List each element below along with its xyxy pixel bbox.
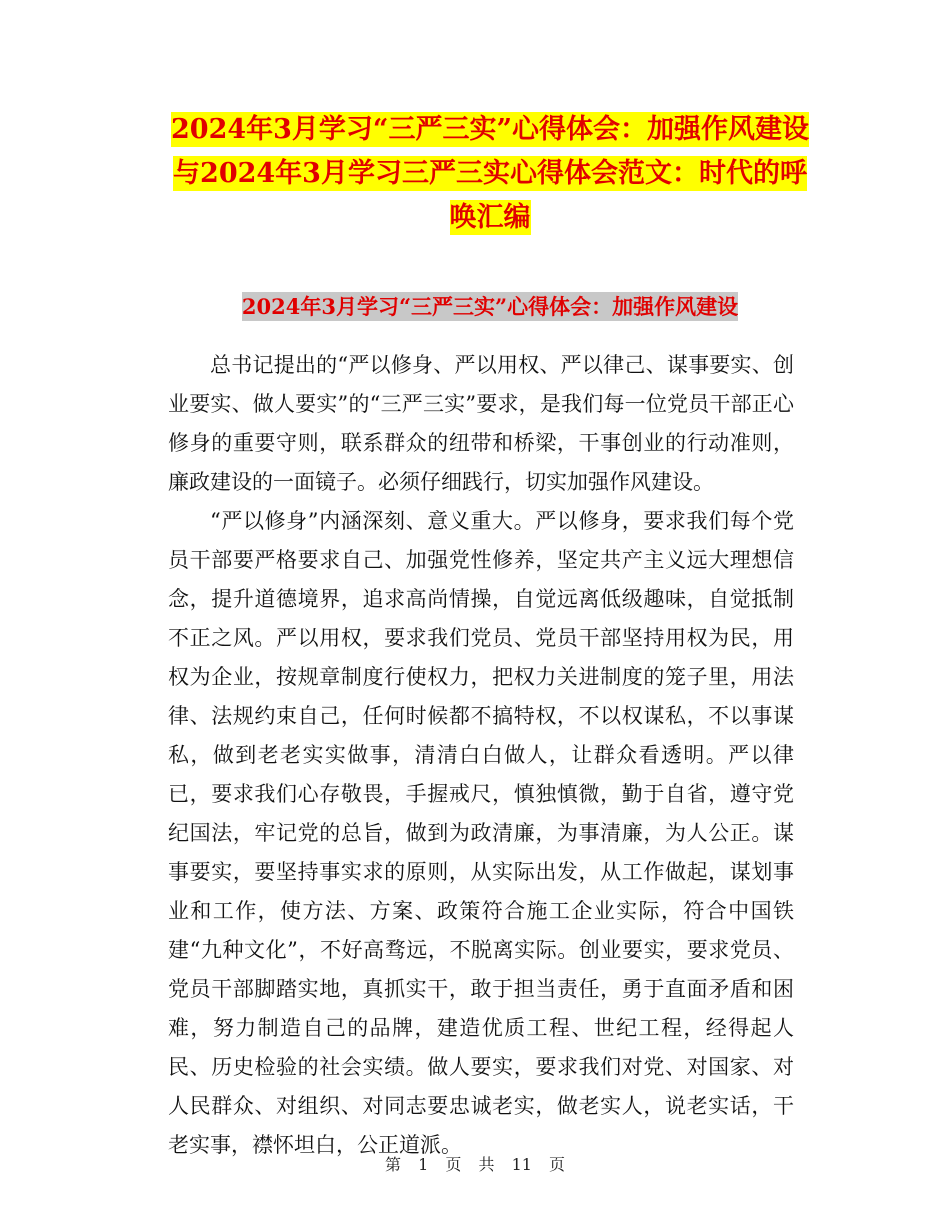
footer-label-total: 共 [478, 1155, 495, 1174]
page-footer [0, 1152, 950, 1175]
footer-label-page: 第 [384, 1155, 401, 1174]
paragraph: “严以修身”内涵深刻、意义重大。严以修身，要求我们每个党员干部要严格要求自己、加强党性修养，坚定共产主义远大理想信念，提升道德境界，追求高尚情操，自觉远离低级趣味，自觉抵制不正之风。严以用权，要求我们党员、党员干部坚持用权为民，用权为企业，按规章制度行使权力，把权力关进制度的笼子里，用法律、法规约束自己，任何时候都不搞特权，不以权谋私，不以事谋私，做到老老实实做事，清清白白做人，让群众看透明。严以律已，要求我们心存敬畏，手握戒尺，慎独慎微，勤于自省，遵守党纪国法，牢记党的总旨，做到为政清廉，为事清廉，为人公正。谋事要实，要坚持事实求的原则，从实际出发，从工作做起，谋划事业和工作，使方法、方案、政策符合施工企业实际，符合中国铁建“九种文化”，不好高骛远，不脱离实际。创业要实，要求党员、党员干部脚踏实地，真抓实干，敢于担当责任，勇于直面矛盾和困难，努力制造自己的品牌，建造优质工程、世纪工程，经得起人民、历史检验的社会实绩。做人要实，要求我们对党、对国家、对人民群众、对组织、对同志要忠诚老实，做老实人，说老实话，干老实事，襟怀坦白，公正道派。 [168, 509, 794, 1157]
document-title-text: 2024年3月学习“三严三实”心得体会：加强作风建设与2024年3月学习三严三实心得体会范文：时代的呼唤汇编 [171, 114, 809, 233]
document-title [160, 108, 820, 240]
section-title [160, 290, 820, 324]
body-text [168, 346, 794, 1165]
section-title-text: 2024年3月学习“三严三实”心得体会：加强作风建设 [241, 294, 739, 319]
footer-current-page: 1 [418, 1155, 429, 1174]
footer-total-pages: 11 [511, 1155, 532, 1174]
footer-label-unit2: 页 [549, 1155, 566, 1174]
paragraph: 总书记提出的“严以修身、严以用权、严以律己、谋事要实、创业要实、做人要实”的“三严三实”要求，是我们每一位党员干部正心修身的重要守则，联系群众的纽带和桥梁，干事创业的行动准则，廉政建设的一面镜子。必须仔细践行，切实加强作风建设。 [168, 353, 794, 494]
footer-label-unit: 页 [445, 1155, 462, 1174]
